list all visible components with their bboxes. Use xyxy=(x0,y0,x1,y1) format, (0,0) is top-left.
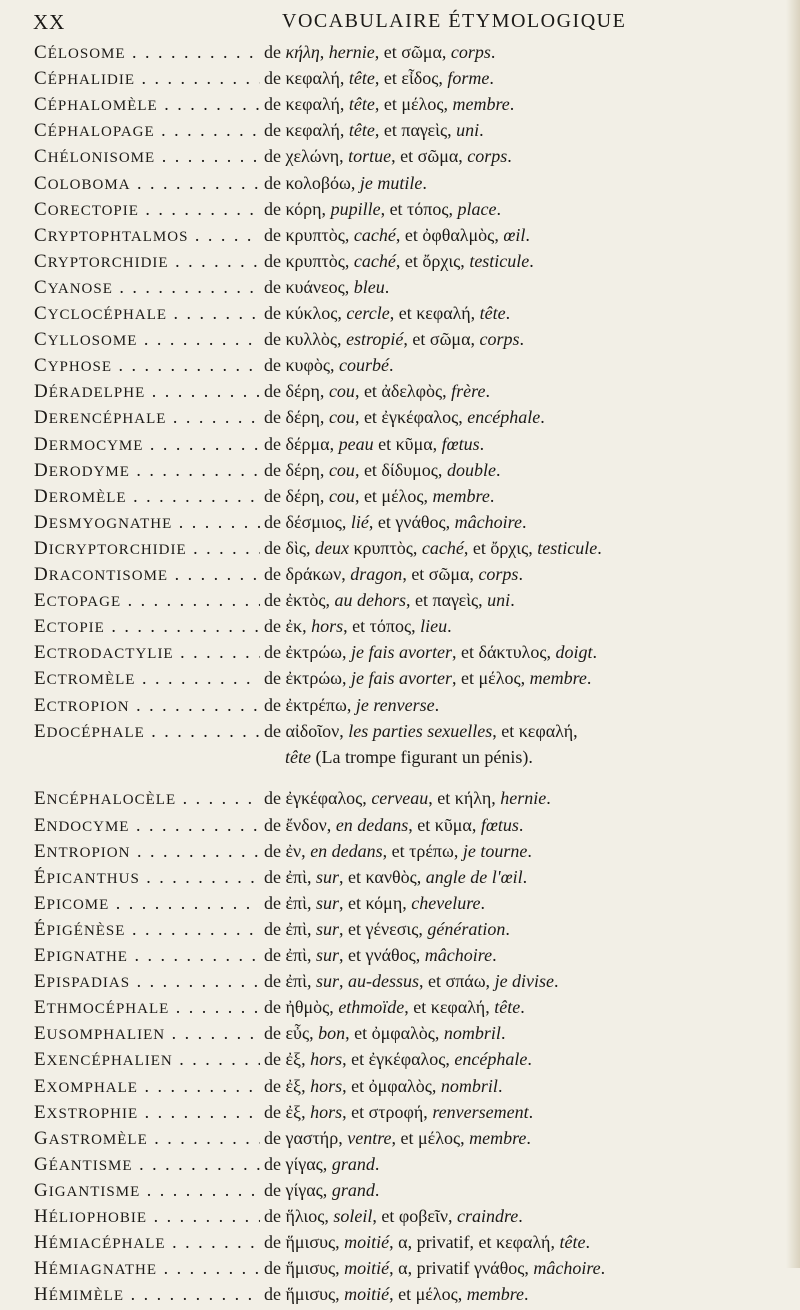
dictionary-entry xyxy=(0,720,800,767)
entry-etymology: de χελώνη, tortue, et σῶμα, corps. xyxy=(264,146,512,167)
entry-term: CHÉLONISOME . . . xyxy=(34,146,260,168)
entry-etymology: de κεφαλή, tête, et παγεὶς, uni. xyxy=(264,120,484,141)
entry-etymology: de κολοβόω, je mutile. xyxy=(264,172,427,193)
dictionary-entry xyxy=(0,564,800,590)
entry-etymology: de κρυπτὸς, caché, et ὀφθαλμὸς, œil. xyxy=(264,224,530,245)
entry-etymology: de κόρη, pupille, et τόπος, place. xyxy=(264,198,501,219)
dictionary-entry xyxy=(0,146,800,172)
entry-etymology: de ἐπὶ, sur, et κανθὸς, angle de l'œil. xyxy=(264,866,528,887)
running-head: VOCABULAIRE ÉTYMOLOGIQUE xyxy=(282,10,627,32)
entry-term: ETHMOCÉPHALE . . . xyxy=(34,997,260,1019)
dictionary-entry xyxy=(0,695,800,721)
entry-etymology: de ἐξ, hors, et ὀμφαλὸς, nombril. xyxy=(264,1075,503,1096)
dictionary-entry xyxy=(0,199,800,225)
entry-etymology: de δέρη, cou, et δίδυμος, double. xyxy=(264,459,501,480)
entry-etymology: de γίγας, grand. xyxy=(264,1179,380,1200)
entry-etymology: de γαστήρ, ventre, et μέλος, membre. xyxy=(264,1127,531,1148)
entry-term: ECTROPION . . . xyxy=(34,695,260,717)
dictionary-entry xyxy=(0,668,800,694)
entry-etymology: de ἐγκέφαλος, cerveau, et κήλη, hernie. xyxy=(264,788,551,809)
entry-etymology: de αἰδοῖον, les parties sexuelles, et κεφαλή, xyxy=(264,720,578,741)
dictionary-entry xyxy=(0,381,800,407)
entry-etymology: de ἐξ, hors, et ἐγκέφαλος, encéphale. xyxy=(264,1049,532,1070)
dictionary-entry xyxy=(0,997,800,1023)
entry-etymology: de ἠθμὸς, ethmoïde, et κεφαλή, tête. xyxy=(264,997,525,1018)
entry-etymology: de δέρη, cou, et ἀδελφὸς, frère. xyxy=(264,381,490,402)
entry-term: ÉPICANTHUS . . . xyxy=(34,867,260,889)
entry-term: DERENCÉPHALE . . . xyxy=(34,407,260,429)
entry-etymology: de ἐπὶ, sur, au-dessus, et σπάω, je divise. xyxy=(264,971,559,992)
dictionary-entry xyxy=(0,616,800,642)
page-edge-shadow xyxy=(786,0,800,1268)
dictionary-entry xyxy=(0,893,800,919)
entry-term: CÉPHALOPAGE . . . xyxy=(34,120,260,142)
dictionary-entry xyxy=(0,251,800,277)
dictionary-entry xyxy=(0,486,800,512)
dictionary-entry xyxy=(0,460,800,486)
dictionary-entry xyxy=(0,1128,800,1154)
entry-etymology: de ἥμισυς, moitié, α, privatif, et κεφαλή, tête. xyxy=(264,1232,590,1253)
entry-etymology: de κεφαλή, tête, et εἶδος, forme. xyxy=(264,68,494,89)
entry-etymology: de ἥμισυς, moitié, α, privatif γνάθος, mâchoire. xyxy=(264,1258,606,1279)
entry-term: EPIGNATHE . . . xyxy=(34,945,260,967)
dictionary-entry xyxy=(0,815,800,841)
entry-term: EXENCÉPHALIEN . . . xyxy=(34,1049,260,1071)
entry-term: EPICOME . . . xyxy=(34,893,260,915)
entry-etymology: de κεφαλή, tête, et μέλος, membre. xyxy=(264,94,515,115)
entry-term: EXOMPHALE . . . xyxy=(34,1076,260,1098)
entry-term: DESMYOGNATHE . . . xyxy=(34,512,260,534)
entry-term: HÉMIACÉPHALE . . . xyxy=(34,1232,260,1254)
entry-term: ECTOPAGE . . . xyxy=(34,590,260,612)
dictionary-entry xyxy=(0,434,800,460)
dictionary-entry xyxy=(0,277,800,303)
dictionary-entry xyxy=(0,919,800,945)
entry-term: GÉANTISME . . . xyxy=(34,1154,260,1176)
dictionary-entry xyxy=(0,1102,800,1128)
dictionary-entry xyxy=(0,512,800,538)
dictionary-entry xyxy=(0,173,800,199)
entry-etymology: de ἐκτρώω, je fais avorter, et μέλος, membre. xyxy=(264,668,592,689)
entry-term: ENDOCYME . . . xyxy=(34,815,260,837)
entry-etymology: de ἐπὶ, sur, et γένεσις, génération. xyxy=(264,918,510,939)
dictionary-entry xyxy=(0,642,800,668)
entry-etymology: de εὖς, bon, et ὀμφαλὸς, nombril. xyxy=(264,1023,506,1044)
dictionary-entry xyxy=(0,590,800,616)
dictionary-entry xyxy=(0,1232,800,1258)
entry-etymology: de ἐπὶ, sur, et κόμη, chevelure. xyxy=(264,892,486,913)
entry-term: CÉPHALIDIE . . . xyxy=(34,68,260,90)
entry-term: GIGANTISME . . . xyxy=(34,1180,260,1202)
entry-term: COLOBOMA . . . xyxy=(34,173,260,195)
entry-etymology: de ἥλιος, soleil, et φοβεῖν, craindre. xyxy=(264,1206,523,1227)
entry-etymology-continued: tête (La trompe figurant un pénis). xyxy=(285,746,533,767)
entry-term: HÉLIOPHOBIE . . . xyxy=(34,1206,260,1228)
entry-term: DEROMÈLE . . . xyxy=(34,486,260,508)
dictionary-entry xyxy=(0,971,800,997)
entry-term: DERODYME . . . xyxy=(34,460,260,482)
entry-etymology: de κρυπτὸς, caché, et ὄρχις, testicule. xyxy=(264,250,534,271)
entry-etymology: de κήλη, hernie, et σῶμα, corps. xyxy=(264,42,496,62)
entry-term: CYLLOSOME . . . xyxy=(34,329,260,351)
dictionary-entry xyxy=(0,841,800,867)
dictionary-entry xyxy=(0,42,800,68)
entry-etymology: de κύκλος, cercle, et κεφαλή, tête. xyxy=(264,303,511,323)
dictionary-entry xyxy=(0,788,800,814)
dictionary-entry xyxy=(0,1023,800,1049)
entry-etymology: de δέρη, cou, et μέλος, membre. xyxy=(264,485,495,506)
entry-term: CRYPTOPHTALMOS . . . xyxy=(34,225,260,247)
entry-term: DRACONTISOME . . . xyxy=(34,564,260,586)
entry-term: DERMOCYME . . . xyxy=(34,434,260,456)
entry-term: GASTROMÈLE . . . xyxy=(34,1128,260,1150)
entry-term: CRYPTORCHIDIE . . . xyxy=(34,251,260,273)
dictionary-entry xyxy=(0,225,800,251)
entry-etymology: de ἐξ, hors, et στροφή, renversement. xyxy=(264,1101,534,1122)
entry-etymology: de ἐκτὸς, au dehors, et παγεὶς, uni. xyxy=(264,590,515,611)
dictionary-entry xyxy=(0,1049,800,1075)
entry-etymology: de κυφὸς, courbé. xyxy=(264,355,394,376)
page-header xyxy=(0,4,800,38)
entry-etymology: de ἔνδον, en dedans, et κῦμα, fœtus. xyxy=(264,814,524,835)
dictionary-entry xyxy=(0,329,800,355)
dictionary-entry xyxy=(0,94,800,120)
entry-etymology: de δράκων, dragon, et σῶμα, corps. xyxy=(264,564,523,584)
dictionary-entry xyxy=(0,1284,800,1310)
entry-term: CÉLOSOME . . . xyxy=(34,42,260,64)
dictionary-entry xyxy=(0,120,800,146)
entry-etymology: de ἐκ, hors, et τόπος, lieu. xyxy=(264,616,452,637)
entry-etymology: de ἐκτρώω, je fais avorter, et δάκτυλος, doigt. xyxy=(264,642,598,663)
dictionary-entry xyxy=(0,1180,800,1206)
entry-etymology: de δέρη, cou, et ἐγκέφαλος, encéphale. xyxy=(264,407,545,428)
entry-term: CYCLOCÉPHALE . . . xyxy=(34,303,260,325)
entry-etymology: de γίγας, grand. xyxy=(264,1153,380,1174)
dictionary-entry xyxy=(0,407,800,433)
entry-etymology: de κυλλὸς, estropié, et σῶμα, corps. xyxy=(264,329,525,350)
entry-term: CORECTOPIE . . . xyxy=(34,199,260,221)
entry-term: EUSOMPHALIEN . . . xyxy=(34,1023,260,1045)
entry-term: CÉPHALOMÈLE . . . xyxy=(34,94,260,116)
dictionary-entry xyxy=(0,1258,800,1284)
dictionary-entry xyxy=(0,1206,800,1232)
dictionary-entry xyxy=(0,355,800,381)
entry-etymology: de κυάνεος, bleu. xyxy=(264,276,390,297)
entry-etymology: de δέσμιος, lié, et γνάθος, mâchoire. xyxy=(264,511,527,532)
entry-term: HÉMIMÈLE . . . xyxy=(34,1284,260,1306)
entry-term: ECTOPIE . . . xyxy=(34,616,260,638)
entry-etymology: de ἐν, en dedans, et τρέπω, je tourne. xyxy=(264,840,532,861)
dictionary-entry xyxy=(0,945,800,971)
dictionary-entry xyxy=(0,867,800,893)
entry-etymology: de δὶς, deux κρυπτὸς, caché, et ὄρχις, testicule. xyxy=(264,537,602,558)
entry-etymology: de ἥμισυς, moitié, et μέλος, membre. xyxy=(264,1284,529,1305)
dictionary-entry xyxy=(0,538,800,564)
entry-term: ECTRODACTYLIE . . . xyxy=(34,642,260,664)
entry-term: DÉRADELPHE . . . xyxy=(34,381,260,403)
entry-term: ENCÉPHALOCÈLE . . . xyxy=(34,788,260,810)
entry-term: DICRYPTORCHIDIE . . . xyxy=(34,538,260,560)
entry-term: ÉPIGÉNÈSE . . . xyxy=(34,919,260,941)
entry-etymology: de ἐπὶ, sur, et γνάθος, mâchoire. xyxy=(264,945,497,966)
entry-term: EDOCÉPHALE . . . xyxy=(34,721,260,743)
page-number: XX xyxy=(33,10,66,34)
entry-term: EPISPADIAS . . . xyxy=(34,971,260,993)
entry-term: ENTROPION . . . xyxy=(34,841,260,863)
dictionary-entry xyxy=(0,303,800,329)
entry-term: ECTROMÈLE . . . xyxy=(34,668,260,690)
entry-term: CYANOSE . . . xyxy=(34,277,260,299)
dictionary-entry xyxy=(0,1076,800,1102)
entry-term: HÉMIAGNATHE . . . xyxy=(34,1258,260,1280)
entry-term: EXSTROPHIE . . . xyxy=(34,1102,260,1124)
entry-etymology: de δέρμα, peau et κῦμα, fœtus. xyxy=(264,433,485,454)
dictionary-entry xyxy=(0,68,800,94)
entry-etymology: de ἐκτρέπω, je renverse. xyxy=(264,694,440,715)
dictionary-entry xyxy=(0,1154,800,1180)
entry-term: CYPHOSE . . . xyxy=(34,355,260,377)
